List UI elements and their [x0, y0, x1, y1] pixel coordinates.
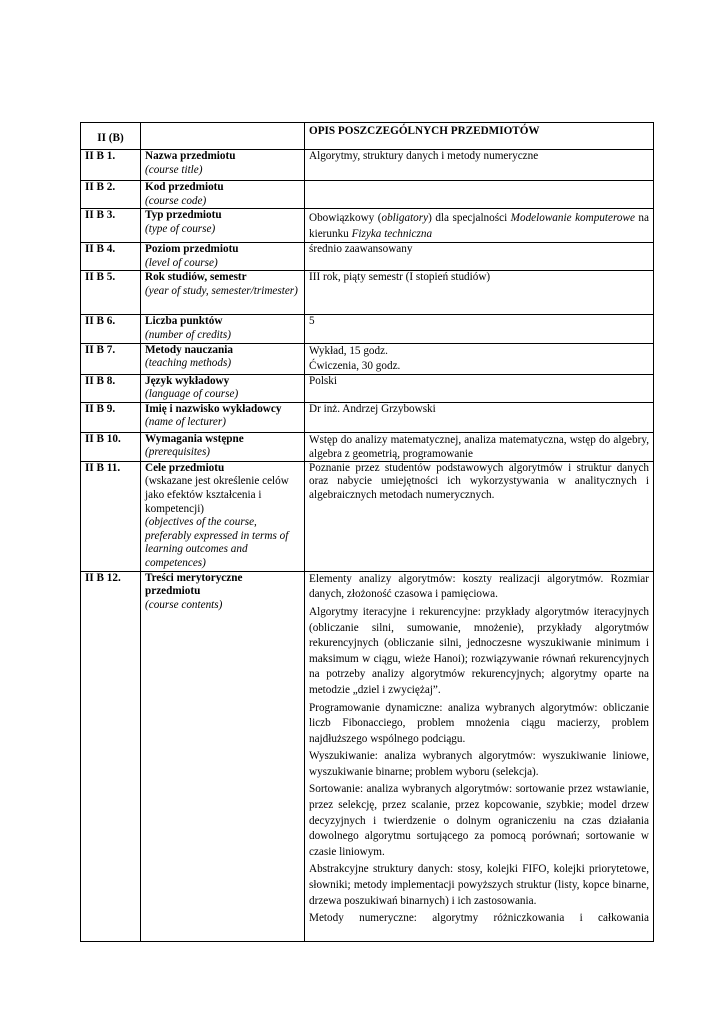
row-label: Poziom przedmiotu — [145, 243, 239, 256]
row-code: II B 10. — [81, 432, 141, 461]
section-code: II (B) — [97, 132, 124, 144]
row-label-cell — [141, 209, 305, 243]
row-value: Algorytmy, struktury danych i metody numeryczne — [305, 150, 654, 181]
row-label: Metody nauczania — [145, 343, 233, 356]
table-row — [81, 402, 654, 432]
row-label-english: (name of lecturer) — [145, 416, 226, 429]
row-label-cell — [141, 150, 305, 181]
table-row — [81, 315, 654, 343]
row-label-english: (year of study, semester/trimester) — [145, 284, 298, 297]
table-row — [81, 461, 654, 571]
row-code: II B 6. — [81, 315, 141, 343]
contents-paragraph: Algorytmy iteracyjne i rekurencyjne: przykłady algorytmów iteracyjnych (obliczanie silni, sumowanie, mnożenie), przykłady algorytmów rekurencyjnych (obliczanie silni, jednoczesne wyszukiwanie minimum i maksimum w ciągu, wieże Hanoi); rozwiązywanie równań rekurencyjnych na potrzeby analizy algorytmów rekurencyjnych; algorytmy oparte na metodzie „dziel i zwyciężaj”. — [309, 605, 649, 696]
row-label: Liczba punktów — [145, 315, 223, 328]
contents-paragraph: Elementy analizy algorytmów: koszty realizacji algorytmów. Rozmiar danych, złożoność czasowa i pamięciowa. — [309, 572, 649, 601]
contents-paragraph: Wyszukiwanie: analiza wybranych algorytmów: wyszukiwanie liniowe, wyszukiwanie binarne; problem wyboru (selekcja). — [309, 750, 649, 778]
row-label-english: (prerequisites) — [145, 446, 211, 459]
table-row — [81, 150, 654, 181]
row-label: Cele przedmiotu — [145, 461, 225, 474]
row-value — [305, 181, 654, 209]
row-label-english: (language of course) — [145, 388, 239, 401]
table-row — [81, 181, 654, 209]
row-code: II B 1. — [81, 150, 141, 181]
row-label-cell — [141, 343, 305, 374]
row-label: Kod przedmiotu — [145, 181, 224, 193]
table-row — [81, 343, 654, 374]
row-code: II B 3. — [81, 209, 141, 243]
course-description-table — [80, 122, 654, 942]
row-label: Wymagania wstępne — [145, 432, 244, 445]
table-header-row — [81, 123, 654, 150]
row-code: II B 11. — [81, 461, 141, 571]
row-value: Poznanie przez studentów podstawowych algorytmów i struktur danych oraz nabycie umiejętności ich wykorzystywania w analitycznych i algebraicznych metodach numerycznych. — [305, 461, 654, 571]
row-label-english: (level of course) — [145, 256, 218, 269]
row-value: średnio zaawansowany — [305, 243, 654, 271]
row-label-english: (objectives of the course, preferably expressed in terms of learning outcomes and competences) — [145, 516, 289, 569]
row-label-english: (teaching methods) — [145, 357, 232, 370]
row-code: II B 8. — [81, 374, 141, 402]
row-value: Polski — [305, 374, 654, 402]
table-row — [81, 432, 654, 461]
row-label-english: (course contents) — [145, 598, 223, 611]
table-title: OPIS POSZCZEGÓLNYCH PRZEDMIOTÓW — [309, 125, 540, 137]
row-label-cell — [141, 271, 305, 315]
contents-paragraph: Metody numeryczne: algorytmy różniczkowania i całkowania — [309, 912, 649, 925]
row-label-cell — [141, 432, 305, 461]
row-value: Obowiązkowy (obligatory) dla specjalności Modelowanie komputerowe na kierunku Fizyka techniczna — [305, 209, 654, 243]
row-value: 5 — [305, 315, 654, 343]
row-label: Nazwa przedmiotu — [145, 150, 236, 162]
row-label-cell — [141, 181, 305, 209]
header-empty-cell — [141, 123, 305, 150]
section-code-cell — [81, 123, 141, 150]
contents-paragraph: Programowanie dynamiczne: analiza wybranych algorytmów: obliczanie liczb Fibonacciego, problem mnożenia ciągu macierzy, problem najdłuższego wspólnego podciągu. — [309, 701, 649, 745]
row-label-cell — [141, 243, 305, 271]
row-code: II B 2. — [81, 181, 141, 209]
row-code: II B 4. — [81, 243, 141, 271]
table-row — [81, 571, 654, 941]
row-label-note: (wskazane jest określenie celów jako efektów kształcenia i kompetencji) — [145, 475, 289, 515]
row-label: Rok studiów, semestr — [145, 271, 247, 284]
row-code: II B 5. — [81, 271, 141, 315]
row-label-english: (type of course) — [145, 222, 216, 235]
row-value: Wykład, 15 godz. Ćwiczenia, 30 godz. — [305, 343, 654, 374]
row-value: III rok, piąty semestr (I stopień studiów) — [305, 271, 654, 315]
row-code: II B 12. — [81, 571, 141, 941]
row-code: II B 7. — [81, 343, 141, 374]
row-label-cell — [141, 461, 305, 571]
row-label: Imię i nazwisko wykładowcy — [145, 402, 282, 415]
row-label-english: (course code) — [145, 194, 207, 207]
contents-paragraph: Abstrakcyjne struktury danych: stosy, kolejki FIFO, kolejki priorytetowe, słowniki; metody implementacji powyższych struktur (listy, kopce binarne, drzewa poszukiwań binarnych) i ich zastosowania. — [309, 863, 649, 907]
row-label-cell — [141, 315, 305, 343]
row-label: Język wykładowy — [145, 374, 230, 387]
row-label-english: (number of credits) — [145, 328, 231, 341]
contents-paragraph: Sortowanie: analiza wybranych algorytmów: sortowanie przez wstawianie, przez selekcję, przez scalanie, przez kopcowanie, szybkie; model drzew decyzyjnych i twierdzenie o dolnym ograniczeniu na czas działania dowolnego algorytmu sortującego za pomocą porównań; sortowanie w czasie liniowym. — [309, 783, 649, 858]
course-contents — [305, 571, 654, 941]
row-label-cell — [141, 374, 305, 402]
row-label: Typ przedmiotu — [145, 209, 222, 222]
table-row — [81, 271, 654, 315]
header-title-cell — [305, 123, 654, 150]
row-label-cell — [141, 402, 305, 432]
row-label: Treści merytoryczne przedmiotu — [145, 571, 243, 598]
row-label-cell — [141, 571, 305, 941]
row-label-english: (course title) — [145, 163, 203, 176]
row-value: Dr inż. Andrzej Grzybowski — [305, 402, 654, 432]
table-row — [81, 209, 654, 243]
table-row — [81, 374, 654, 402]
row-value: Wstęp do analizy matematycznej, analiza matematyczna, wstęp do algebry, algebra z geometrią, programowanie — [305, 432, 654, 461]
row-code: II B 9. — [81, 402, 141, 432]
table-row — [81, 243, 654, 271]
